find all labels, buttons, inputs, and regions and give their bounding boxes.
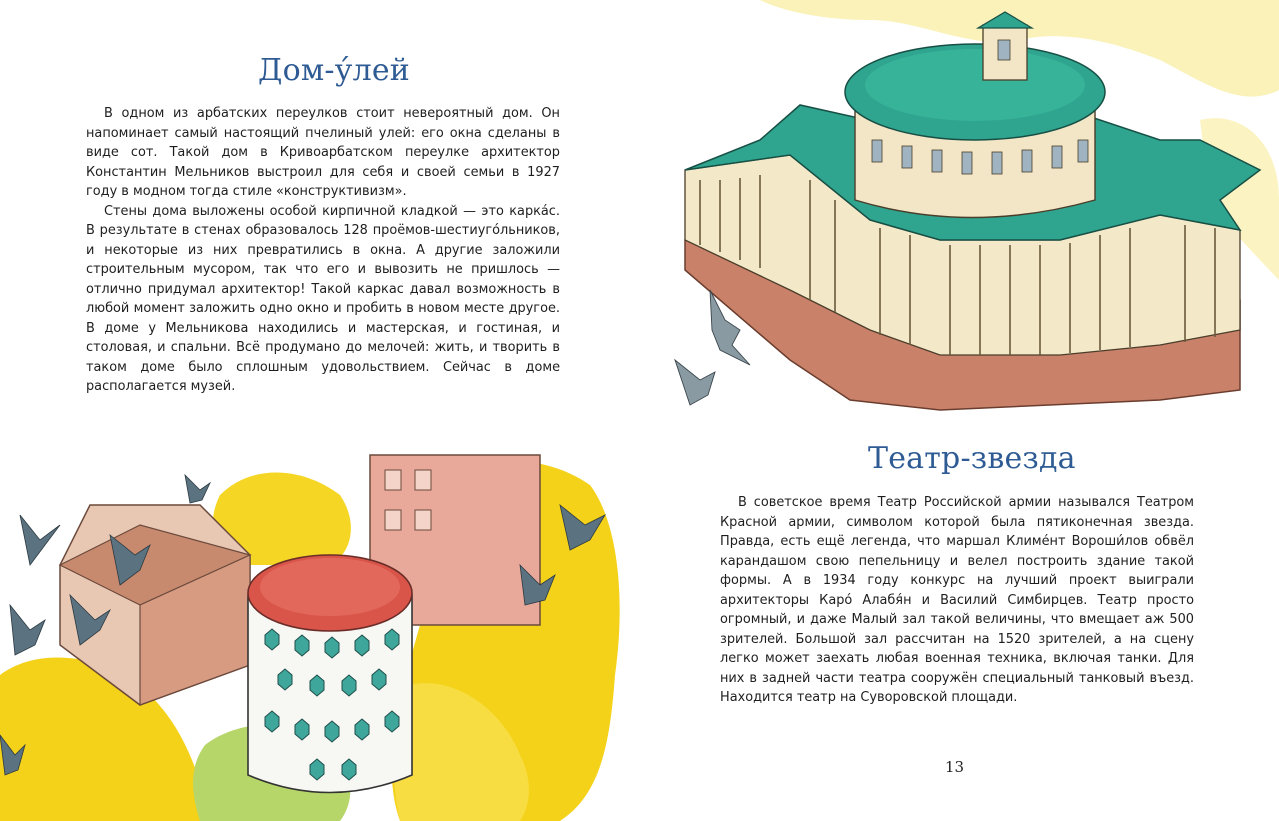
left-paragraph-2: Стены дома выложены особой кирпичной кладкой — это карка́с. В результате в стенах образовалось 128 проёмов-шестиуго́льников, и некоторые из них превратились в окна. А другие заложили строительным мусором, так что его и вывозить не пришлось — отлично придумал архитектор! Такой каркас давал возможность в любой момент заложить одно окно и пробить в новом месте другое. В доме у Мельникова находились и мастерская, и гостиная, и столовая, и спальни. Всё продумано до мелочей: жить, и творить в таком доме было сплошным удовольствием. Сейчас в доме располагается музей. [86, 203, 560, 394]
right-page [640, 0, 1279, 821]
page-number: 13 [945, 758, 965, 776]
left-paragraph-1: В одном из арбатских переулков стоит невероятный дом. Он напоминает самый настоящий пчелиный улей: его окна сделаны в виде сот. Такой дом в Кривоарбатском переулке архитектор Константин Мельников выстроил для себя и своей семьи в 1927 году в модном тогда стиле «конструктивизм». [86, 106, 560, 199]
left-page-text [86, 104, 560, 397]
right-page-text [720, 493, 1194, 708]
melnikov-house-illustration [0, 445, 640, 821]
right-page-title: Театр-звезда [868, 441, 1076, 476]
right-paragraph-1: В советское время Театр Российской армии назывался Театром Красной армии, символом которой была пятиконечная звезда. Правда, есть ещё легенда, что маршал Климе́нт Вороши́лов обвёл карандашом свою пепельницу и велел построить здание такой формы. А в 1934 году конкурс на лучший проект выиграли архитекторы Каро́ Алабя́н и Василий Симбирцев. Театр просто огромный, и даже Малый зал такой величины, что вмещает аж 500 зрителей. Большой зал рассчитан на 1520 зрителей, а на сцену легко может заехать любая военная техника, включая танки. Для них в задней части театра сооружён специальный танковый въезд. Находится театр на Суворовской площади. [720, 495, 1194, 705]
left-page-title: Дом-у́лей [258, 53, 410, 88]
red-army-theatre-illustration [640, 0, 1279, 430]
